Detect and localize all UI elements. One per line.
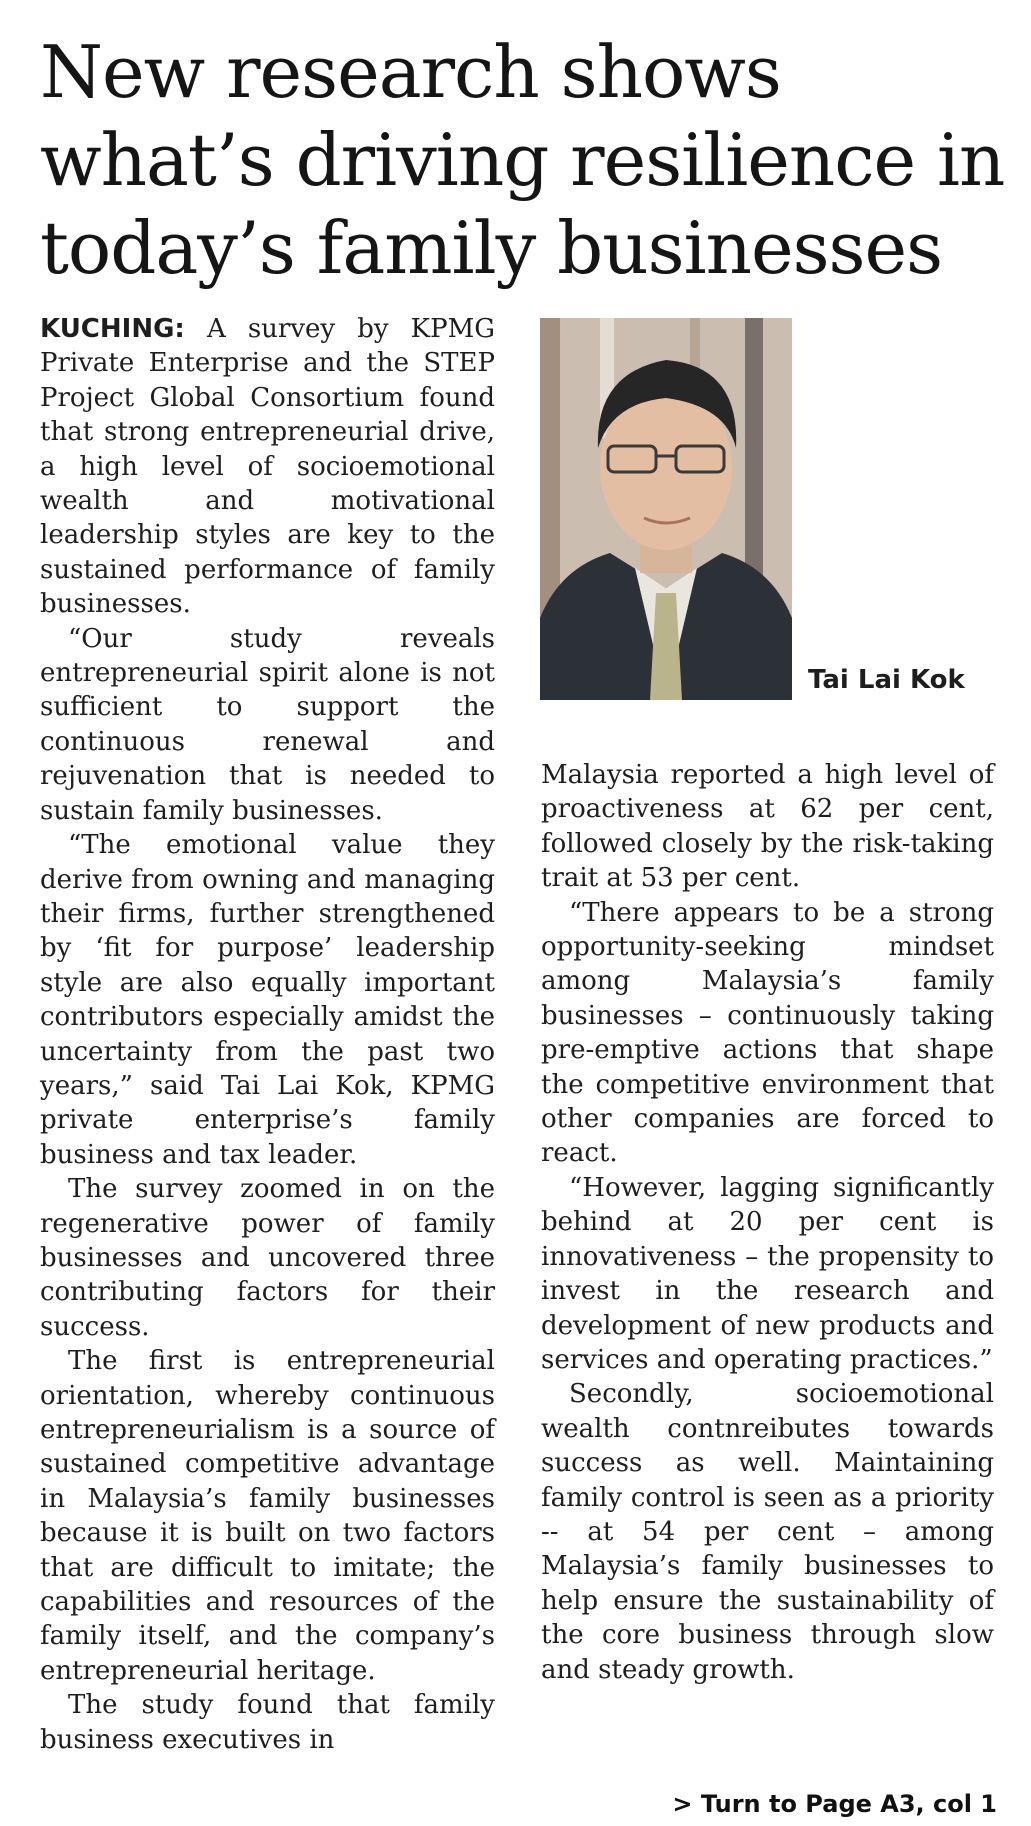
portrait-photo bbox=[540, 318, 792, 700]
dateline: KUCHING: bbox=[40, 314, 185, 344]
paragraph: Secondly, socioemotional wealth contnreibutes towards success as well. Maintaining family control is seen as a priority -- at 54 per cent – among Malaysia’s family businesses to help ensure the sustainability of the core business through slow and steady growth. bbox=[541, 1379, 994, 1685]
paragraph: “However, lagging significantly behind at 20 per cent is innovativeness – the propensity to invest in the research and development of new products and services and operating practices.” bbox=[541, 1172, 994, 1375]
photo-caption: Tai Lai Kok bbox=[808, 665, 965, 695]
paragraph: “The emotional value they derive from owning and managing their firms, further strengthened by ‘fit for purpose’ leadership style are also equally important contributors especially amidst the uncertainty from the past two years,” said Tai Lai Kok, KPMG private enterprise’s family business and tax leader. bbox=[40, 830, 495, 1170]
paragraph: The study found that family business executives in bbox=[40, 1690, 495, 1755]
paragraph: “There appears to be a strong opportunity-seeking mindset among Malaysia’s family businesses – continuously taking pre-emptive actions that shape the competitive environment that other companies are forced to react. bbox=[541, 897, 994, 1169]
paragraph: Malaysia reported a high level of proactiveness at 62 per cent, followed closely by the risk-taking trait at 53 per cent. bbox=[541, 760, 994, 894]
article-column-left bbox=[40, 312, 495, 1757]
paragraph: The first is entrepreneurial orientation, whereby continuous entrepreneurialism is a source of sustained competitive advantage in Malaysia’s family businesses because it is built on two factors that are difficult to imitate; the capabilities and resources of the family itself, and the company’s entrepreneurial heritage. bbox=[40, 1346, 495, 1686]
lead-paragraph bbox=[40, 312, 495, 622]
article-column-right bbox=[541, 758, 994, 1687]
continued-on-page-link[interactable]: > Turn to Page A3, col 1 bbox=[672, 1790, 997, 1818]
portrait-illustration bbox=[540, 318, 792, 700]
paragraph: “Our study reveals entrepreneurial spirit alone is not sufficient to support the continuous renewal and rejuvenation that is needed to sustain family businesses. bbox=[40, 623, 495, 826]
headline: New research shows what’s driving resilience in today’s family businesses bbox=[40, 30, 1005, 290]
paragraph: The survey zoomed in on the regenerative power of family businesses and uncovered three contributing factors for their success. bbox=[40, 1174, 495, 1342]
lead-text: A survey by KPMG Private Enterprise and the STEP Project Global Consortium found that strong entrepreneurial drive, a high level of socioemotional wealth and motivational leadership styles are key to the sustained performance of family businesses. bbox=[40, 314, 495, 620]
